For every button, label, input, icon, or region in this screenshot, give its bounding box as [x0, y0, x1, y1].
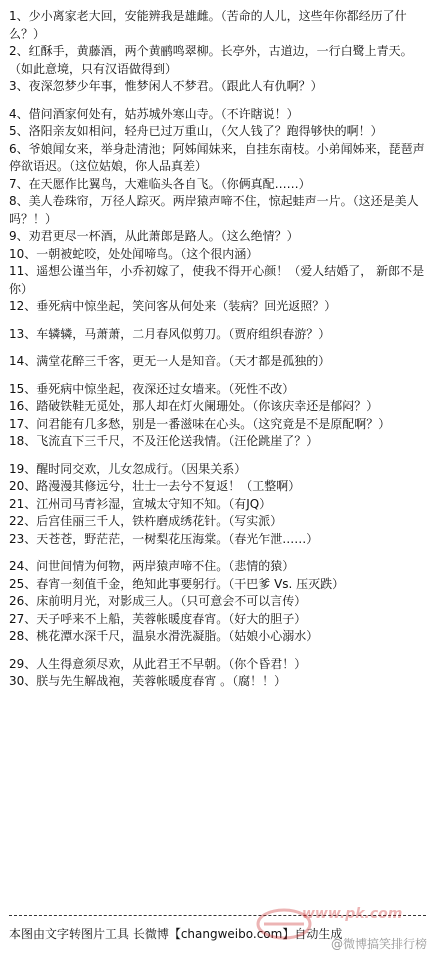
poem-entry: 30、朕与先生解战袍，芙蓉帐暖度春宵 。（腐！！） [9, 674, 287, 688]
poem-entry: 5、洛阳亲友如相问，轻舟已过万重山，（欠人钱了？跑得够快的啊！） [9, 124, 383, 138]
poem-entry: 21、江州司马青衫湿，宣城太守知不知。（有JQ） [9, 496, 272, 511]
poem-entry: 12、垂死病中惊坐起，笑问客从何处来（装病？回光返照？） [9, 299, 337, 313]
entry-spacer [9, 96, 428, 106]
poem-entry: 16、踏破铁鞋无觅处，那人却在灯火阑珊处。（你该庆幸还是郁闷？） [9, 399, 379, 413]
poem-entry: 7、在天愿作比翼鸟，大难临头各自飞。（你俩真配……） [9, 176, 311, 191]
poem-entry: 17、问君能有几多愁，别是一番滋味在心头。（这究竟是不是原配啊？） [9, 416, 391, 431]
poem-entry: 20、路漫漫其修远兮，壮士一去兮不复返！（工整啊） [9, 479, 301, 493]
poem-entry: 9、劝君更尽一杯酒，从此萧郎是路人。（这么绝情？） [9, 229, 299, 243]
poem-entry: 3、夜深忽梦少年事，惟梦闲人不梦君。（跟此人有仇啊？） [9, 79, 323, 93]
poem-entry: 10、一朝被蛇咬，处处闻啼鸟。（这个很内涵） [9, 246, 259, 261]
poem-entry: 22、后宫佳丽三千人，铁杵磨成绣花针。（写实派） [9, 514, 283, 528]
poem-entry: 13、车辚辚，马萧萧，二月春风似剪刀。（贾府组织春游？） [9, 326, 331, 341]
footer-text: 本图由文字转图片工具 长微博【changweibo.com】自动生成 [9, 927, 343, 941]
poem-entry: 2、红酥手，黄藤酒，两个黄鹂鸣翠柳。长亭外，古道边，一行白鹭上青天。（如此意境，只有汉语做得到） [9, 44, 413, 76]
poem-entry: 19、醒时同交欢，儿女忽成行。（因果关系） [9, 461, 247, 476]
entry-spacer [9, 548, 428, 558]
poem-entry: 23、天苍苍，野茫茫，一树梨花压海棠。（春光乍泄……） [9, 531, 319, 546]
poem-entry: 15、垂死病中惊坐起，夜深还过女墙来。（死性不改） [9, 381, 295, 396]
entry-spacer [9, 371, 428, 381]
poem-entry: 6、爷娘闻女来，举身赴清池；阿姊闻妹来，自挂东南枝。小弟闻姊来，琵琶声停欲语迟。（这位姑娘，你人品真差） [9, 141, 425, 173]
poem-entry: 28、桃花潭水深千尺，温泉水滑洗凝脂。（姑娘小心溺水） [9, 629, 319, 643]
poem-entry: 4、借问酒家何处有，姑苏城外寒山寺。（不许瞎说！） [9, 106, 299, 121]
poem-list [9, 8, 428, 691]
poem-entry: 25、春宵一刻值千金，绝知此事要躬行。（干巴爹 Vs. 压灭跌） [9, 576, 345, 591]
entry-spacer [9, 451, 428, 461]
poem-entry: 14、满堂花醉三千客，更无一人是知音。（天才都是孤独的） [9, 354, 331, 368]
poem-entry: 8、美人卷珠帘，万径人踪灭。两岸猿声啼不住，惊起蛙声一片。（这还是美人吗？！） [9, 194, 419, 226]
watermark-site: www.pk.com [302, 906, 403, 922]
footer-divider [9, 915, 426, 916]
poem-entry: 27、天子呼来不上船，芙蓉帐暖度春宵。（好大的胆子） [9, 611, 307, 626]
entry-spacer [9, 316, 428, 326]
watermark-text: @微博搞笑排行榜 [330, 937, 427, 951]
entry-spacer [9, 646, 428, 656]
entry-spacer [9, 343, 428, 353]
poem-entry: 1、少小离家老大回，安能辨我是雄雌。（苦命的人儿，这些年你都经历了什么？） [9, 9, 407, 41]
poem-entry: 24、问世间情为何物，两岸猿声啼不住。（悲情的猿） [9, 559, 295, 573]
poem-entry: 29、人生得意须尽欢，从此君王不早朝。（你个昏君！） [9, 656, 307, 671]
poem-entry: 18、飞流直下三千尺，不及汪伦送我情。（汪伦跳崖了？） [9, 434, 319, 448]
poem-entry: 26、床前明月光，对影成三人。（只可意会不可以言传） [9, 594, 307, 608]
poem-entry: 11、遥想公谨当年，小乔初嫁了，使我不得开心颜！（爱人结婚了， 新郎不是你） [9, 264, 425, 296]
